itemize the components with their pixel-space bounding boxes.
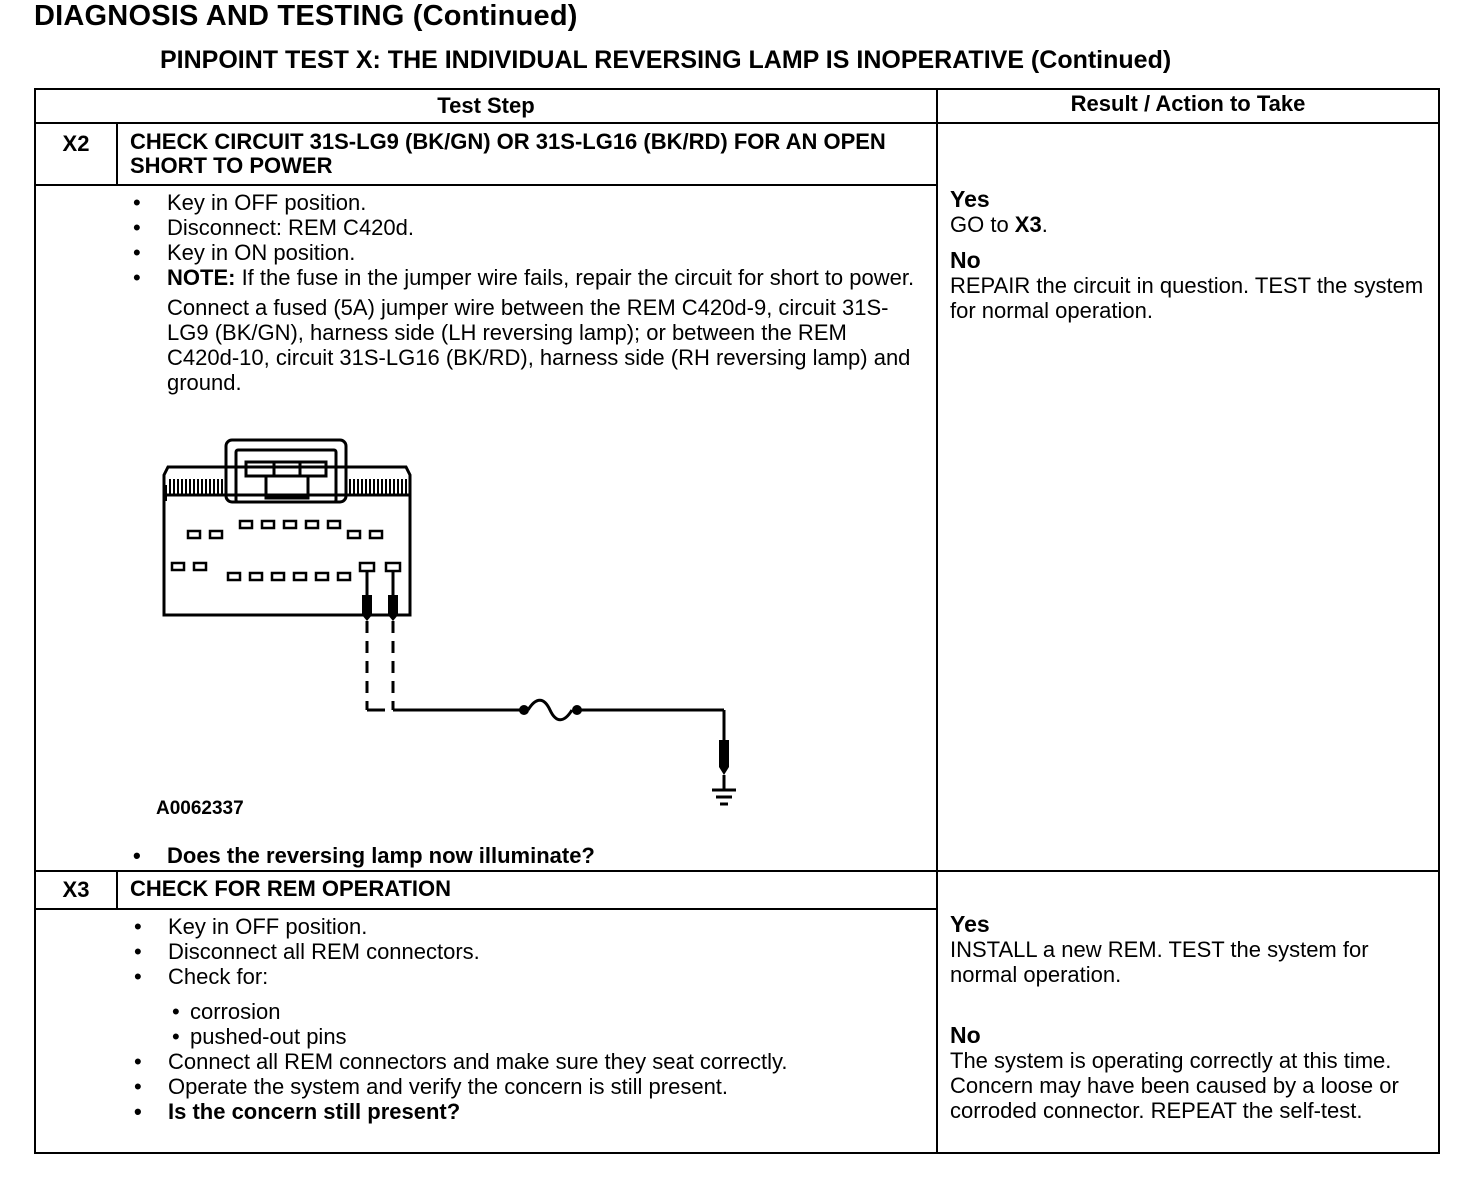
probe-tip-rh [388, 595, 398, 621]
note-text: If the fuse in the jumper wire fails, repair the circuit for short to power. [235, 265, 915, 290]
page-heading: DIAGNOSIS AND TESTING (Continued) [34, 0, 578, 32]
x2-no-label: No [950, 247, 981, 273]
x2-bullet-note [127, 265, 917, 290]
pinpoint-test-title: PINPOINT TEST X: THE INDIVIDUAL REVERSING LAMP IS INOPERATIVE (Continued) [160, 46, 1172, 74]
column-header-test-step: Test Step [437, 93, 535, 118]
step-body-x3 [128, 914, 918, 1124]
step-title-x3: CHECK FOR REM OPERATION [130, 876, 452, 901]
x3-no-label: No [950, 1022, 981, 1048]
x2-no-action: REPAIR the circuit in question. TEST the system for normal operation. [950, 273, 1424, 323]
ground-probe-tip [719, 740, 729, 775]
x3-yes-action: INSTALL a new REM. TEST the system for normal operation. [950, 937, 1369, 987]
x3-bullet-1: • Key in OFF position. [128, 914, 918, 939]
x3-yes-label: Yes [950, 911, 990, 937]
x3-bullet-2: • Disconnect all REM connectors. [128, 939, 918, 964]
column-header-result: Result / Action to Take [1070, 91, 1306, 116]
figure-id: A0062337 [156, 798, 244, 819]
x2-bullet-1: • Key in OFF position. [127, 190, 917, 215]
x2-bullet-2: • Disconnect: REM C420d. [127, 215, 917, 240]
x3-sub-1: • corrosion [168, 999, 918, 1024]
x2-yes-step-ref: X3 [1014, 212, 1042, 237]
step-body-x2 [127, 190, 917, 395]
x3-bullet-3: • Check for: [128, 964, 918, 989]
x2-yes-text-post: . [1041, 212, 1048, 237]
x2-yes-label: Yes [950, 186, 990, 212]
x3-results [950, 911, 1430, 1123]
x3-question: • Is the concern still present? [128, 1099, 918, 1124]
x3-bullet-5: • Operate the system and verify the concern is still present. [128, 1074, 918, 1099]
note-label: NOTE: [167, 265, 236, 290]
x2-question [127, 843, 917, 868]
x2-yes-action [950, 212, 1430, 237]
step-title-x2: CHECK CIRCUIT 31S-LG9 (BK/GN) OR 31S-LG16 (BK/RD) FOR AN OPEN SHORT TO POWER [130, 129, 886, 178]
x2-question-text: • Does the reversing lamp now illuminate? [127, 843, 917, 868]
step-number-x3: X3 [62, 877, 90, 902]
x2-bullet-3: • Key in ON position. [127, 240, 917, 265]
x2-results [950, 186, 1430, 323]
probe-tip-lh [362, 595, 372, 621]
x3-bullet-4: • Connect all REM connectors and make sure they seat correctly. [128, 1049, 918, 1074]
x2-instruction-paragraph: Connect a fused (5A) jumper wire between the REM C420d-9, circuit 31S-LG9 (BK/GN), harness side (LH reversing lamp); or between the REM C420d-10, circuit 31S-LG16 (BK/RD), harness side (RH reversing lamp) and ground. [167, 295, 911, 395]
connector-jumper-diagram [150, 435, 770, 815]
x3-no-action: The system is operating correctly at this time. Concern may have been caused by a loose or corroded connector. REPEAT the self-test. [950, 1048, 1399, 1123]
x2-yes-text-pre: GO to [950, 212, 1015, 237]
step-number-x2: X2 [62, 131, 90, 156]
x3-sub-2: • pushed-out pins [168, 1024, 918, 1049]
